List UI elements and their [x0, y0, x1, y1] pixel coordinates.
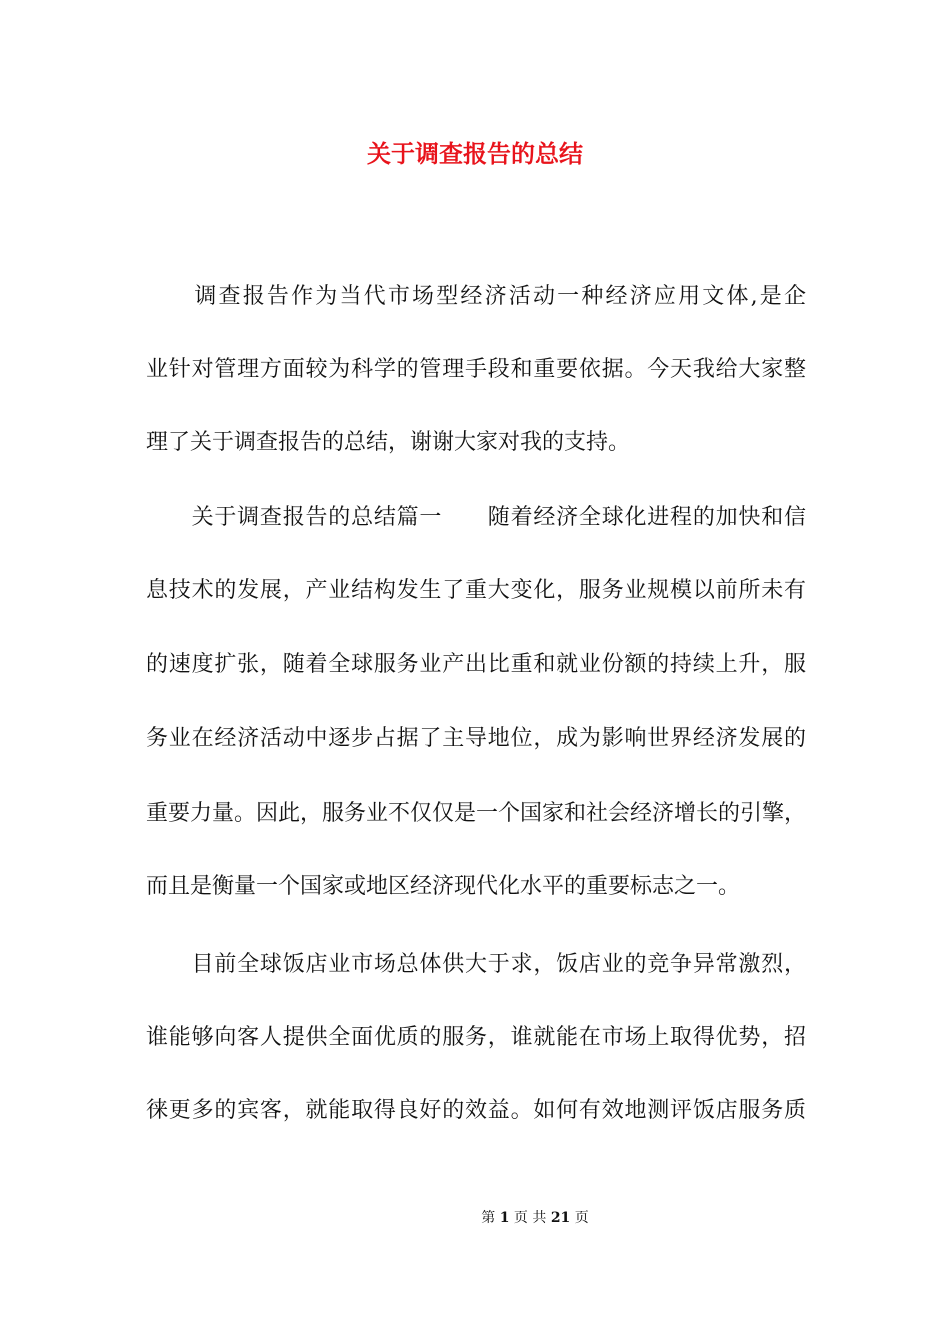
- footer-page-number: 1: [499, 1210, 510, 1226]
- body-line-1: 调查报告作为当代市场型经济活动一种经济应用文体,是企: [146, 284, 806, 309]
- footer-total-pages: 21: [550, 1210, 571, 1226]
- body-line-9: 而且是衡量一个国家或地区经济现代化水平的重要标志之一。: [146, 874, 741, 899]
- body-line-2: 业针对管理方面较为科学的管理手段和重要依据。今天我给大家整: [146, 357, 806, 382]
- body-line-6: 的速度扩张，随着全球服务业产出比重和就业份额的持续上升，服: [146, 652, 806, 677]
- body-line-7: 务业在经济活动中逐步占据了主导地位，成为影响世界经济发展的: [146, 726, 806, 751]
- document-title: 关于调查报告的总结: [367, 139, 583, 168]
- page-footer: [0, 1208, 950, 1228]
- body-line-10: 目前全球饭店业市场总体供大于求，饭店业的竞争异常激烈，: [146, 952, 806, 977]
- body-line-5: 息技术的发展，产业结构发生了重大变化，服务业规模以前所未有: [146, 578, 806, 603]
- footer-suffix: 页: [574, 1210, 589, 1226]
- body-line-8: 重要力量。因此，服务业不仅仅是一个国家和社会经济增长的引擎，: [146, 801, 807, 826]
- footer-prefix: 第: [481, 1210, 496, 1226]
- body-line-4: 关于调查报告的总结篇一 随着经济全球化进程的加快和信: [146, 505, 806, 530]
- body-line-3: 理了关于调查报告的总结，谢谢大家对我的支持。: [146, 430, 631, 455]
- body-line-12: 徕更多的宾客，就能取得良好的效益。如何有效地测评饭店服务质: [146, 1098, 806, 1123]
- body-line-11: 谁能够向客人提供全面优质的服务，谁就能在市场上取得优势，招: [146, 1025, 806, 1050]
- footer-middle: 页 共: [513, 1210, 547, 1226]
